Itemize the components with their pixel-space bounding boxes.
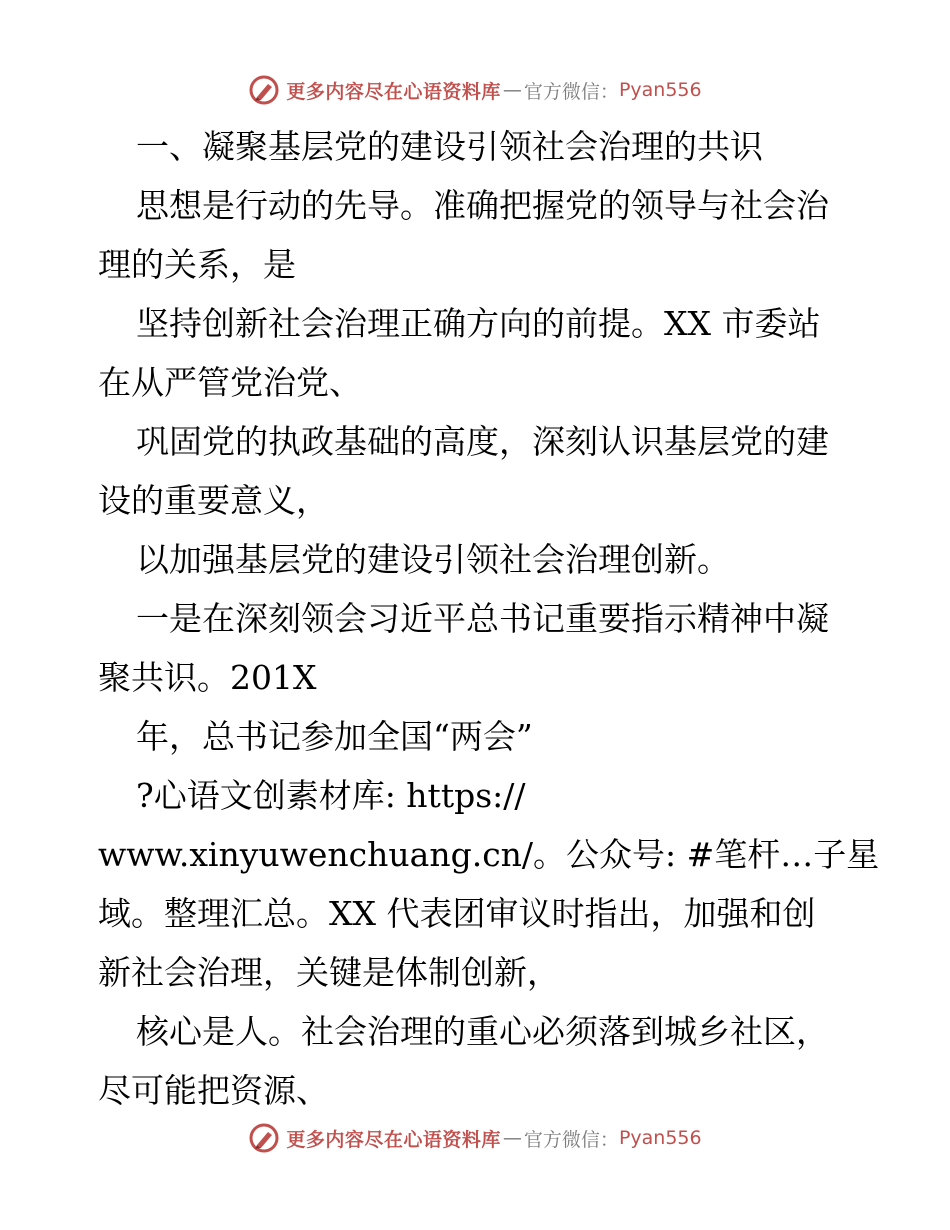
text-line: ?心语文创素材库: https://: [136, 776, 526, 815]
text-line: 一是在深刻领会习近平总书记重要指示精神中凝: [136, 599, 829, 638]
watermark-id: Pyan556: [618, 1127, 702, 1149]
pen-logo-icon: [248, 74, 280, 106]
text-line: 新社会治理，关键是体制创新，: [98, 953, 560, 992]
watermark-dash: —: [502, 79, 522, 101]
text-line: 域。整理汇总。XX 代表团审议时指出，加强和创: [98, 894, 816, 933]
text-line: 坚持创新社会治理正确方向的前提。XX 市委站: [136, 304, 821, 343]
watermark-id: Pyan556: [618, 79, 702, 101]
text-line: www.xinyuwenchuang.cn/。公众号: #笔杆…子星: [98, 835, 880, 874]
text-line: 核心是人。社会治理的重心必须落到城乡社区，: [136, 1012, 829, 1051]
text-line: 年，总书记参加全国“两会”: [136, 717, 533, 756]
watermark-dash: —: [502, 1127, 522, 1149]
text-line: 一、凝聚基层党的建设引领社会治理的共识: [136, 127, 763, 166]
text-line: 思想是行动的先导。准确把握党的领导与社会治: [136, 186, 829, 225]
watermark-brand: 更多内容尽在心语资料库: [286, 80, 501, 103]
text-line: 尽可能把资源、: [98, 1071, 329, 1110]
text-line: 理的关系，是: [98, 245, 296, 284]
document-body: [98, 117, 880, 1120]
watermark-label: 官方微信：: [523, 80, 619, 103]
text-line: 在从严管党治党、: [98, 363, 362, 402]
header-watermark: [0, 72, 950, 108]
footer-watermark: [0, 1120, 950, 1156]
text-line: 聚共识。201X: [98, 658, 317, 697]
watermark-label: 官方微信：: [523, 1128, 619, 1151]
watermark-brand: 更多内容尽在心语资料库: [286, 1128, 501, 1151]
text-line: 以加强基层党的建设引领社会治理创新。: [136, 540, 730, 579]
pen-logo-icon: [248, 1122, 280, 1154]
text-line: 巩固党的执政基础的高度，深刻认识基层党的建: [136, 422, 829, 461]
text-line: 设的重要意义，: [98, 481, 329, 520]
